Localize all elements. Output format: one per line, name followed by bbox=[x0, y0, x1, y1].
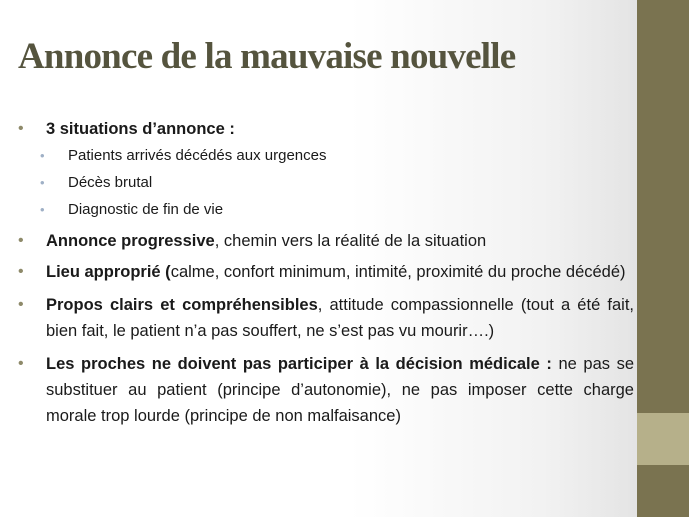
bullet-item-situations bbox=[18, 116, 634, 142]
bullet-bold: Annonce progressive bbox=[46, 232, 215, 250]
slide-title: Annonce de la mauvaise nouvelle bbox=[18, 36, 516, 77]
bullet-icon: • bbox=[18, 120, 24, 137]
bullet-bold: Lieu approprié ( bbox=[46, 263, 171, 281]
bullet-bold: 3 situations d’annonce : bbox=[46, 120, 235, 138]
side-accent-block bbox=[637, 413, 689, 465]
bullet-item-lieu bbox=[18, 259, 634, 285]
bullet-icon: • bbox=[18, 355, 24, 372]
sub-item-text: Diagnostic de fin de vie bbox=[68, 201, 224, 218]
sub-item bbox=[18, 169, 634, 196]
bullet-icon: • bbox=[18, 232, 24, 249]
sub-bullet-icon: • bbox=[40, 202, 45, 217]
bullet-bold: Les proches ne doivent pas participer à la décision médicale : bbox=[46, 355, 552, 373]
sub-item-text: Patients arrivés décédés aux urgences bbox=[68, 147, 327, 164]
bullet-item-proches bbox=[18, 351, 634, 429]
bullet-bold: Propos clairs et compréhensibles bbox=[46, 296, 318, 314]
bullet-icon: • bbox=[18, 296, 24, 313]
bullet-icon: • bbox=[18, 263, 24, 280]
bullet-item-progressive bbox=[18, 228, 634, 254]
bullet-text: ne pas se substituer au patient (principe d’autonomie), ne pas imposer cette charge morale trop lourde (principe de non malfaisance) bbox=[46, 355, 634, 425]
sub-item bbox=[18, 142, 634, 169]
sub-bullet-icon: • bbox=[40, 148, 45, 163]
sub-item-text: Décès brutal bbox=[68, 174, 153, 191]
bullet-text: , attitude compassionnelle (tout a été fait, bien fait, le patient n’a pas souffert, ne s’est pas vu mourir….) bbox=[46, 296, 634, 340]
sub-bullet-icon: • bbox=[40, 175, 45, 190]
bullet-item-propos bbox=[18, 292, 634, 344]
bullet-text: , chemin vers la réalité de la situation bbox=[214, 232, 487, 250]
bullet-text: calme, confort minimum, intimité, proximité du proche décédé) bbox=[170, 263, 626, 281]
bullet-list bbox=[18, 116, 634, 429]
sub-item bbox=[18, 196, 634, 223]
